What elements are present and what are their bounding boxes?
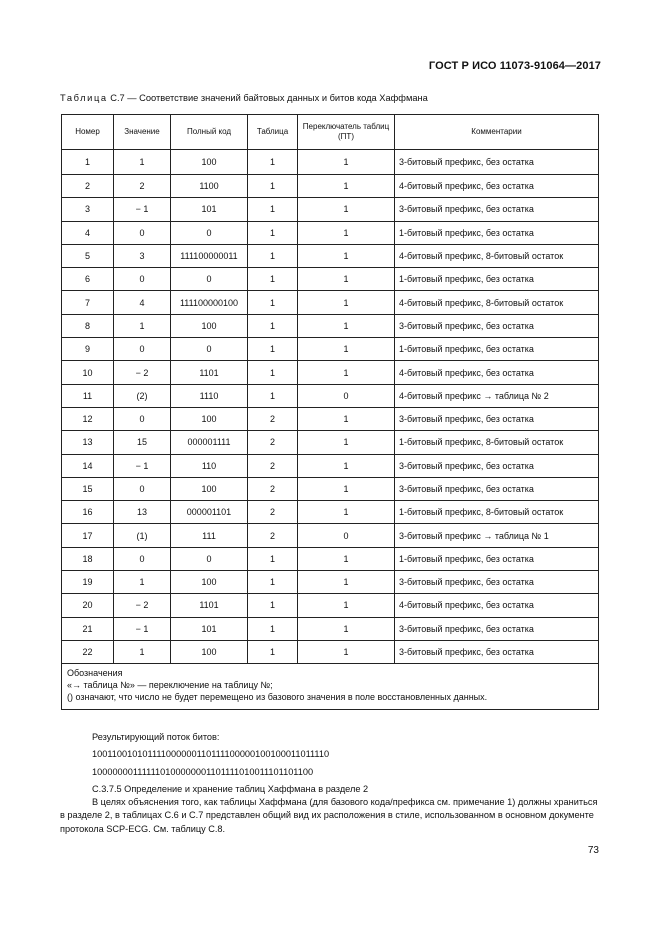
cell-full-code: 100 (171, 571, 248, 594)
header-value: Значение (114, 115, 171, 150)
cell-table: 1 (248, 244, 298, 267)
cell-comment: 3-битовый префикс, без остатка (395, 454, 599, 477)
table-row (62, 268, 599, 291)
table-row (62, 431, 599, 454)
cell-value: (1) (114, 524, 171, 547)
table-notes-row (62, 664, 599, 710)
cell-comment: 4-битовый префикс → таблица № 2 (395, 384, 599, 407)
cell-full-code: 111100000011 (171, 244, 248, 267)
cell-table: 1 (248, 384, 298, 407)
cell-table: 2 (248, 431, 298, 454)
cell-switch: 1 (298, 221, 395, 244)
cell-number: 5 (62, 244, 114, 267)
cell-comment: 3-битовый префикс, без остатка (395, 407, 599, 430)
cell-comment: 3-битовый префикс, без остатка (395, 150, 599, 175)
cell-number: 14 (62, 454, 114, 477)
cell-number: 21 (62, 617, 114, 640)
cell-table: 1 (248, 268, 298, 291)
cell-value: − 1 (114, 617, 171, 640)
cell-full-code: 1101 (171, 594, 248, 617)
cell-number: 15 (62, 477, 114, 500)
cell-switch: 1 (298, 244, 395, 267)
cell-full-code: 100 (171, 640, 248, 663)
cell-comment: 4-битовый префикс, без остатка (395, 361, 599, 384)
cell-value: 0 (114, 221, 171, 244)
cell-comment: 3-битовый префикс, без остатка (395, 477, 599, 500)
body-paragraph: В целях объяснения того, как таблицы Хаффмана (для базового кода/префикса см. примечание 1) должны храниться в разделе 2, в таблицах С.6 и С.7 представлен общий вид их расположения в стиле, использованном в основном документе протокола SCP-ECG. См. таблицу С.8. (60, 797, 598, 834)
huffman-table (61, 114, 599, 710)
cell-value: 4 (114, 291, 171, 314)
table-row (62, 338, 599, 361)
cell-switch: 1 (298, 361, 395, 384)
cell-number: 22 (62, 640, 114, 663)
cell-full-code: 000001111 (171, 431, 248, 454)
cell-full-code: 0 (171, 338, 248, 361)
cell-switch: 1 (298, 501, 395, 524)
cell-comment: 3-битовый префикс, без остатка (395, 640, 599, 663)
cell-switch: 1 (298, 175, 395, 198)
cell-number: 12 (62, 407, 114, 430)
cell-number: 6 (62, 268, 114, 291)
cell-switch: 1 (298, 268, 395, 291)
table-row (62, 501, 599, 524)
cell-value: 15 (114, 431, 171, 454)
cell-switch: 1 (298, 640, 395, 663)
cell-switch: 1 (298, 477, 395, 500)
cell-table: 1 (248, 150, 298, 175)
cell-full-code: 111 (171, 524, 248, 547)
table-row (62, 361, 599, 384)
header-comments: Комментарии (395, 115, 599, 150)
cell-comment: 1-битовый префикс, 8-битовый остаток (395, 431, 599, 454)
cell-table: 1 (248, 175, 298, 198)
cell-number: 10 (62, 361, 114, 384)
cell-comment: 3-битовый префикс → таблица № 1 (395, 524, 599, 547)
cell-comment: 1-битовый префикс, без остатка (395, 338, 599, 361)
cell-table: 2 (248, 477, 298, 500)
cell-switch: 1 (298, 617, 395, 640)
cell-full-code: 1110 (171, 384, 248, 407)
notes-line-2: () означают, что число не будет перемещено из базового значения в поле восстановленных данных. (67, 691, 488, 702)
cell-number: 18 (62, 547, 114, 570)
cell-value: 0 (114, 477, 171, 500)
table-row (62, 524, 599, 547)
cell-full-code: 100 (171, 314, 248, 337)
cell-switch: 1 (298, 454, 395, 477)
cell-full-code: 100 (171, 407, 248, 430)
cell-full-code: 100 (171, 150, 248, 175)
cell-value: 1 (114, 314, 171, 337)
cell-full-code: 1101 (171, 361, 248, 384)
cell-number: 17 (62, 524, 114, 547)
notes-title: Обозначения (67, 668, 123, 679)
cell-comment: 1-битовый префикс, без остатка (395, 547, 599, 570)
cell-full-code: 110 (171, 454, 248, 477)
cell-switch: 1 (298, 314, 395, 337)
table-row (62, 314, 599, 337)
cell-value: − 1 (114, 454, 171, 477)
cell-comment: 3-битовый префикс, без остатка (395, 198, 599, 221)
cell-number: 8 (62, 314, 114, 337)
cell-comment: 4-битовый префикс, 8-битовый остаток (395, 244, 599, 267)
cell-table: 2 (248, 454, 298, 477)
cell-value: 1 (114, 150, 171, 175)
document-header: ГОСТ Р ИСО 11073-91064—2017 (428, 60, 601, 72)
cell-value: 2 (114, 175, 171, 198)
cell-value: 0 (114, 268, 171, 291)
table-row (62, 244, 599, 267)
cell-table: 1 (248, 314, 298, 337)
cell-switch: 1 (298, 150, 395, 175)
cell-full-code: 0 (171, 221, 248, 244)
cell-switch: 1 (298, 547, 395, 570)
cell-value: 0 (114, 547, 171, 570)
cell-comment: 1-битовый префикс, 8-битовый остаток (395, 501, 599, 524)
cell-number: 9 (62, 338, 114, 361)
cell-table: 2 (248, 524, 298, 547)
cell-value: 1 (114, 640, 171, 663)
bitstream-line-1: 100110010101111000000110111100000100100011011110 (92, 749, 330, 759)
cell-full-code: 111100000100 (171, 291, 248, 314)
cell-comment: 3-битовый префикс, без остатка (395, 314, 599, 337)
cell-full-code: 000001101 (171, 501, 248, 524)
cell-full-code: 101 (171, 198, 248, 221)
cell-full-code: 101 (171, 617, 248, 640)
cell-value: − 2 (114, 361, 171, 384)
table-row (62, 291, 599, 314)
cell-number: 13 (62, 431, 114, 454)
table-row (62, 198, 599, 221)
cell-table: 1 (248, 547, 298, 570)
cell-comment: 1-битовый префикс, без остатка (395, 268, 599, 291)
cell-switch: 1 (298, 407, 395, 430)
cell-value: − 2 (114, 594, 171, 617)
cell-table: 1 (248, 640, 298, 663)
result-label: Результирующий поток битов: (92, 732, 220, 742)
table-row (62, 407, 599, 430)
cell-table: 1 (248, 291, 298, 314)
table-row (62, 384, 599, 407)
table-row (62, 477, 599, 500)
cell-table: 1 (248, 617, 298, 640)
page-number: 73 (587, 845, 599, 856)
cell-number: 20 (62, 594, 114, 617)
cell-value: 0 (114, 407, 171, 430)
cell-comment: 4-битовый префикс, 8-битовый остаток (395, 291, 599, 314)
table-row (62, 617, 599, 640)
cell-number: 3 (62, 198, 114, 221)
table-caption-label: Таблица (60, 93, 108, 103)
cell-full-code: 0 (171, 268, 248, 291)
cell-table: 1 (248, 338, 298, 361)
cell-value: 1 (114, 571, 171, 594)
cell-switch: 1 (298, 594, 395, 617)
cell-full-code: 100 (171, 477, 248, 500)
table-row (62, 594, 599, 617)
cell-switch: 1 (298, 291, 395, 314)
header-table-switch: Переключатель таблиц (ПТ) (298, 115, 395, 150)
notes-line-1: «→ таблица №» — переключение на таблицу №; (67, 679, 273, 690)
cell-value: (2) (114, 384, 171, 407)
cell-comment: 4-битовый префикс, без остатка (395, 594, 599, 617)
bitstream-line-2: 100000001111110100000001101111010011101101100 (92, 767, 314, 777)
cell-full-code: 0 (171, 547, 248, 570)
cell-value: 0 (114, 338, 171, 361)
header-number: Номер (62, 115, 114, 150)
cell-number: 16 (62, 501, 114, 524)
table-caption-text: С.7 — Соответствие значений байтовых данных и битов кода Хаффмана (107, 93, 428, 103)
cell-switch: 0 (298, 524, 395, 547)
table-row (62, 150, 599, 175)
cell-comment: 3-битовый префикс, без остатка (395, 617, 599, 640)
cell-table: 1 (248, 221, 298, 244)
table-notes (62, 664, 599, 710)
table-header-row (62, 115, 599, 150)
cell-number: 2 (62, 175, 114, 198)
cell-switch: 1 (298, 198, 395, 221)
cell-table: 1 (248, 571, 298, 594)
cell-value: 13 (114, 501, 171, 524)
cell-table: 2 (248, 501, 298, 524)
cell-switch: 0 (298, 384, 395, 407)
cell-switch: 1 (298, 571, 395, 594)
table-caption (60, 93, 428, 103)
table-row (62, 454, 599, 477)
table-row (62, 221, 599, 244)
cell-number: 1 (62, 150, 114, 175)
cell-table: 2 (248, 407, 298, 430)
cell-value: 3 (114, 244, 171, 267)
cell-number: 4 (62, 221, 114, 244)
header-full-code: Полный код (171, 115, 248, 150)
header-table: Таблица (248, 115, 298, 150)
cell-full-code: 1100 (171, 175, 248, 198)
cell-table: 1 (248, 361, 298, 384)
table-row (62, 547, 599, 570)
cell-comment: 3-битовый префикс, без остатка (395, 571, 599, 594)
cell-value: − 1 (114, 198, 171, 221)
cell-switch: 1 (298, 431, 395, 454)
table-row (62, 640, 599, 663)
cell-switch: 1 (298, 338, 395, 361)
cell-comment: 1-битовый префикс, без остатка (395, 221, 599, 244)
cell-number: 7 (62, 291, 114, 314)
table-row (62, 571, 599, 594)
section-heading: С.3.7.5 Определение и хранение таблиц Хаффмана в разделе 2 (92, 784, 369, 794)
cell-comment: 4-битовый префикс, без остатка (395, 175, 599, 198)
cell-table: 1 (248, 198, 298, 221)
cell-number: 19 (62, 571, 114, 594)
cell-table: 1 (248, 594, 298, 617)
table-row (62, 175, 599, 198)
cell-number: 11 (62, 384, 114, 407)
